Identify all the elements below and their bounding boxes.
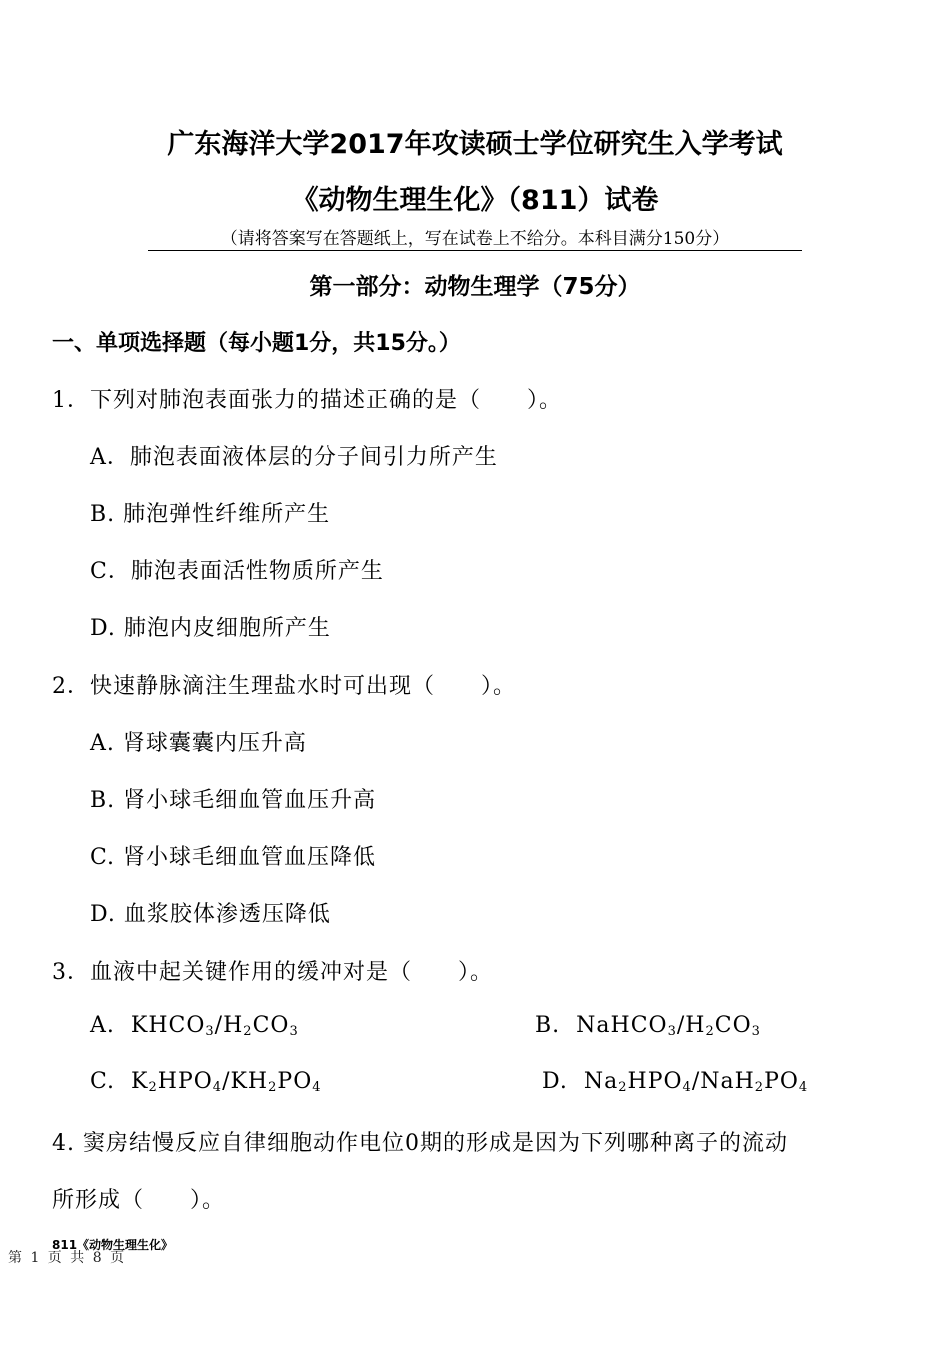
formula-subscript: 4	[212, 1080, 223, 1095]
formula-subscript: 2	[754, 1080, 765, 1095]
question-2-option-d: D. 血浆胶体渗透压降低	[90, 902, 331, 927]
question-1-option-c: C．肺泡表面活性物质所产生	[90, 559, 384, 584]
question-4-stem-line1: 4. 窦房结慢反应自律细胞动作电位0期的形成是因为下列哪种离子的流动	[52, 1131, 788, 1156]
formula-part: /NaH	[691, 1069, 755, 1094]
exam-subject-title: 《动物生理生化》（811）试卷	[291, 185, 659, 216]
formula-subscript: 3	[751, 1024, 761, 1039]
question-2-option-c: C. 肾小球毛细血管血压降低	[90, 845, 377, 870]
formula-subscript: 2	[148, 1080, 158, 1095]
question-3-option-b	[535, 1013, 761, 1038]
formula-subscript: 2	[618, 1080, 628, 1095]
formula-subscript: 4	[682, 1080, 692, 1095]
formula-part: /KH	[222, 1069, 269, 1094]
question-1-option-a: A．肺泡表面液体层的分子间引力所产生	[90, 445, 498, 470]
formula	[576, 1013, 761, 1038]
formula-subscript: 2	[705, 1024, 715, 1039]
formula	[131, 1013, 299, 1038]
formula-part: HPO	[157, 1069, 213, 1094]
question-1-option-b: B. 肺泡弹性纤维所产生	[90, 502, 331, 527]
formula-part: K	[131, 1069, 149, 1094]
formula-subscript: 2	[243, 1024, 253, 1039]
formula	[131, 1069, 321, 1094]
option-label: C.	[90, 1069, 116, 1094]
formula-part: NaHCO	[576, 1013, 668, 1038]
formula-part: /H	[676, 1013, 706, 1038]
formula-subscript: 2	[268, 1080, 278, 1095]
formula	[584, 1069, 808, 1094]
question-2-stem: 2．快速静脉滴注生理盐水时可出现（ ）。	[52, 674, 516, 699]
question-1-stem: 1．下列对肺泡表面张力的描述正确的是（ ）。	[52, 388, 562, 413]
question-3-option-d	[542, 1069, 808, 1094]
option-label: B.	[535, 1013, 561, 1038]
formula-part: Na	[583, 1069, 619, 1094]
formula-subscript: 3	[205, 1024, 215, 1039]
formula-part: CO	[252, 1013, 290, 1038]
formula-part: HPO	[627, 1069, 683, 1094]
formula-subscript: 4	[312, 1080, 322, 1095]
question-1-option-d: D. 肺泡内皮细胞所产生	[90, 616, 331, 641]
question-2-option-b: B. 肾小球毛细血管血压升高	[90, 788, 377, 813]
section-title: 一、单项选择题（每小题1分，共15分。）	[52, 331, 461, 356]
question-3-option-a	[90, 1013, 299, 1038]
question-3-option-c	[90, 1069, 322, 1094]
question-2-option-a: A. 肾球囊囊内压升高	[90, 731, 307, 756]
option-label: A.	[90, 1013, 115, 1038]
question-3-stem: 3．血液中起关键作用的缓冲对是（ ）。	[52, 960, 493, 985]
exam-note: （请将答案写在答题纸上，写在试卷上不给分。本科目满分150分）	[148, 229, 802, 251]
formula-subscript: 4	[798, 1080, 809, 1095]
formula-part: KHCO	[130, 1013, 206, 1038]
formula-part: PO	[764, 1069, 799, 1094]
footer-page-number: 第 1 页 共 8 页	[8, 1250, 127, 1266]
formula-subscript: 3	[667, 1024, 677, 1039]
question-4-stem-line2: 所形成（ ）。	[52, 1188, 226, 1213]
formula-part: CO	[714, 1013, 752, 1038]
formula-part: /H	[214, 1013, 244, 1038]
formula-subscript: 3	[289, 1024, 299, 1039]
part-title: 第一部分：动物生理学（75分）	[309, 274, 641, 300]
footer-course: 811《动物生理生化》	[52, 1238, 174, 1252]
option-label: D.	[542, 1069, 568, 1094]
formula-part: PO	[277, 1069, 313, 1094]
exam-title: 广东海洋大学2017年攻读硕士学位研究生入学考试	[167, 129, 783, 160]
